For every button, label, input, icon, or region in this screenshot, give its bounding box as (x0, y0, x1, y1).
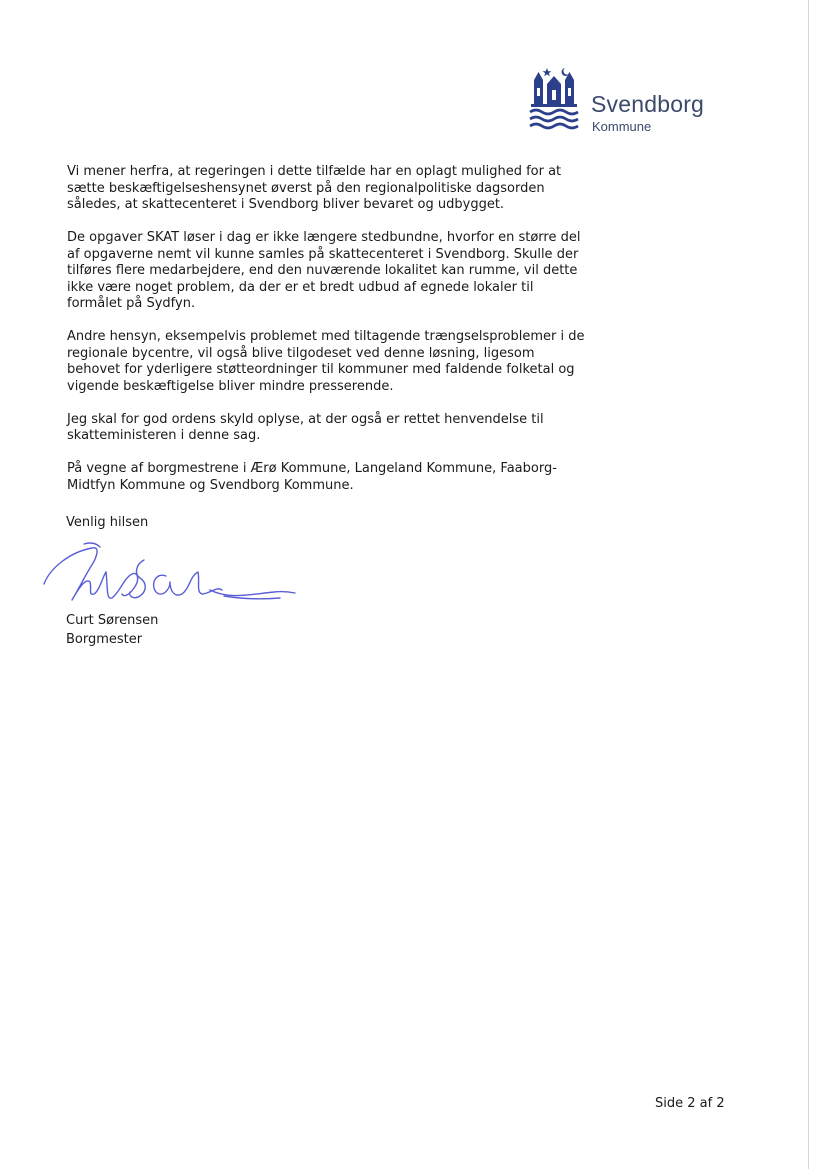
signer-title: Borgmester (66, 632, 143, 647)
body-paragraph: Jeg skal for god ordens skyld oplyse, at der også er rettet henvendelse til skatteministeren i denne sag. (67, 411, 544, 443)
svendborg-logo (528, 66, 718, 136)
logo-subtitle: Kommune (592, 119, 652, 134)
handwritten-signature (40, 538, 298, 614)
logo-name: Svendborg (591, 91, 705, 117)
page-number: Side 2 af 2 (655, 1096, 725, 1111)
signer-name: Curt Sørensen (66, 613, 159, 628)
letter-body (67, 164, 587, 511)
closing-greeting: Venlig hilsen (66, 515, 149, 530)
body-paragraph: Andre hensyn, eksempelvis problemet med tiltagende trængselsproblemer i de regionale bycentre, vil også blive tilgodeset ved denne løsning, ligesom behovet for yderligere støtteordninger til kommuner med faldende folketal og vigende beskæftigelse bliver mindre presserende. (67, 329, 585, 394)
scan-edge-line (808, 0, 809, 1169)
body-paragraph: Vi mener herfra, at regeringen i dette tilfælde har en oplagt mulighed for at sætte beskæftigelseshensynet øverst på den regionalpolitiske dagsorden således, at skattecenteret i Svendborg bliver bevaret og udbygget. (67, 164, 562, 212)
town-hall-towers-icon (528, 66, 580, 134)
body-paragraph: De opgaver SKAT løser i dag er ikke længere stedbundne, hvorfor en større del af opgaverne nemt vil kunne samles på skattecenteret i Svendborg. Skulle der tilføres flere medarbejdere, end den nuværende lokalitet kan rumme, vil dette ikke være noget problem, da der er et bredt udbud af egnede lokaler til formålet på Sydfyn. (67, 230, 581, 311)
body-paragraph: På vegne af borgmestrene i Ærø Kommune, Langeland Kommune, Faaborg-Midtfyn Kommune og Svendborg Kommune. (67, 461, 557, 493)
